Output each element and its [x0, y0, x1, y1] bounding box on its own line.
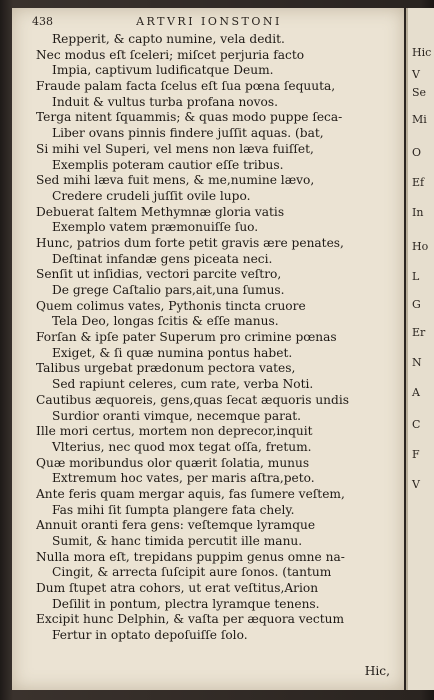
facing-page-fragment: Ef	[412, 176, 425, 189]
verse-line: Cautibus æquoreis, gens,quas ſecat æquoris undis	[36, 392, 349, 407]
verse-line: Debuerat ſaltem Methymnæ gloria vatis	[36, 204, 285, 219]
page-number: 438	[32, 15, 53, 28]
verse-line: Quæ moribundus olor quærit ſolatia, munus	[36, 455, 310, 470]
verse-line: Forſan & ipſe pater Superum pro crimine pœnas	[36, 330, 337, 345]
verse-line: Fraude palam facta ſcelus eſt ſua pœna ſequuta,	[36, 79, 336, 94]
facing-page-fragment: V	[412, 478, 420, 491]
verse-line: Liber ovans pinnis findere juſſit aquas. (bat,	[52, 126, 324, 141]
verse-line: Sed rapiunt celeres, cum rate, verba Noti.	[52, 377, 314, 392]
verse-line: Fas mihi ſit ſumpta plangere fata chely.	[52, 502, 295, 517]
verse-line: Vlterius, nec quod mox tegat oſſa, fretum.	[52, 439, 312, 454]
facing-page-fragment: Hic	[412, 46, 432, 59]
verse-line: Si mihi vel Superi, vel mens non læva fuiſſet,	[36, 141, 314, 156]
verse-line: Exemplo vatem præmonuiſſe ſuo.	[52, 220, 259, 235]
verse-line: Deſtinat infandæ gens piceata neci.	[52, 251, 273, 266]
verse-line: Excipit hunc Delphin, & vaſta per æquora vectum	[36, 612, 345, 627]
facing-page-fragment: V	[412, 68, 420, 81]
facing-page-edge	[406, 8, 434, 690]
verse-line: Terga nitent ſquammis; & quas modo puppe ſeca-	[36, 110, 343, 125]
verse-line: Annuit oranti fera gens: veſtemque lyramque	[36, 518, 316, 533]
running-head	[32, 15, 386, 31]
verse-line: Sed mihi læva fuit mens, & me,numine lævo,	[36, 173, 315, 188]
verse-line: Induit & vultus turba profana novos.	[52, 94, 278, 109]
verse-line: Sumit, & hanc timida percutit ille manu.	[52, 534, 303, 548]
verse-line: Credere crudeli juſſit ovile lupo.	[52, 188, 251, 203]
facing-page-fragment: F	[412, 448, 420, 461]
verse-line: Repperit, & capto numine, vela dedit.	[52, 32, 285, 46]
facing-page-fragment: In	[412, 206, 424, 219]
verse-line: Tela Deo, longas ſcitis & eſſe manus.	[52, 314, 279, 329]
left-page	[12, 8, 404, 690]
verse-line: Ante feris quam mergar aquis, fas ſumere veſtem,	[36, 486, 345, 501]
verse-line: Quem colimus vates, Pythonis tincta cruore	[36, 298, 306, 313]
verse-line: Surdior oranti vimque, necemque parat.	[52, 408, 301, 423]
verse-line: Exemplis poteram cautior eſſe tribus.	[52, 157, 284, 172]
catchword: Hic,	[364, 664, 390, 678]
facing-page-fragment: Ho	[412, 240, 429, 253]
facing-page-fragment: Er	[412, 326, 426, 339]
verse-line: Exiget, & ſi quæ numina pontus habet.	[52, 345, 293, 360]
facing-page-fragment: L	[412, 270, 420, 283]
verse-line: Dum ſtupet atra cohors, ut erat veſtitus,Arion	[36, 581, 319, 596]
poem-text	[36, 32, 394, 644]
verse-line: Cingit, & arrecta ſuſcipit aure ſonos. (tantum	[52, 565, 332, 580]
verse-line: Nulla mora eſt, trepidans puppim genus omne na-	[36, 549, 345, 564]
facing-page-fragment: A	[412, 386, 420, 399]
verse-line: De grege Caſtalio pars,ait,una ſumus.	[52, 283, 285, 297]
verse-line: Nec modus eſt ſceleri; miſcet perjuria facto	[36, 47, 305, 62]
verse-line: Fertur in optato depoſuiſſe ſolo.	[52, 628, 248, 643]
running-title: ARTVRI IONSTONI	[136, 15, 282, 28]
verse-line: Deſilit in pontum, plectra lyramque tenens.	[52, 596, 320, 611]
facing-page-fragment: N	[412, 356, 422, 369]
facing-page-fragment: O	[412, 146, 422, 159]
facing-page-fragment: Mi	[412, 113, 427, 126]
facing-page-fragment: C	[412, 418, 421, 431]
verse-line: Hunc, patrios dum forte petit gravis ære penates,	[36, 235, 344, 250]
verse-line: Senſit ut inſidias, vectori parcite veſtro,	[36, 267, 282, 282]
verse-line: Ille mori certus, mortem non deprecor,inquit	[36, 424, 313, 439]
verse-line: Impia, captivum ludificatque Deum.	[52, 63, 274, 78]
verse-line: Extremum hoc vates, per maris aſtra,peto.	[52, 471, 315, 486]
facing-page-fragment: G	[412, 298, 421, 311]
verse-line: Talibus urgebat prædonum pectora vates,	[36, 361, 296, 376]
facing-page-fragment: Se	[412, 86, 427, 99]
